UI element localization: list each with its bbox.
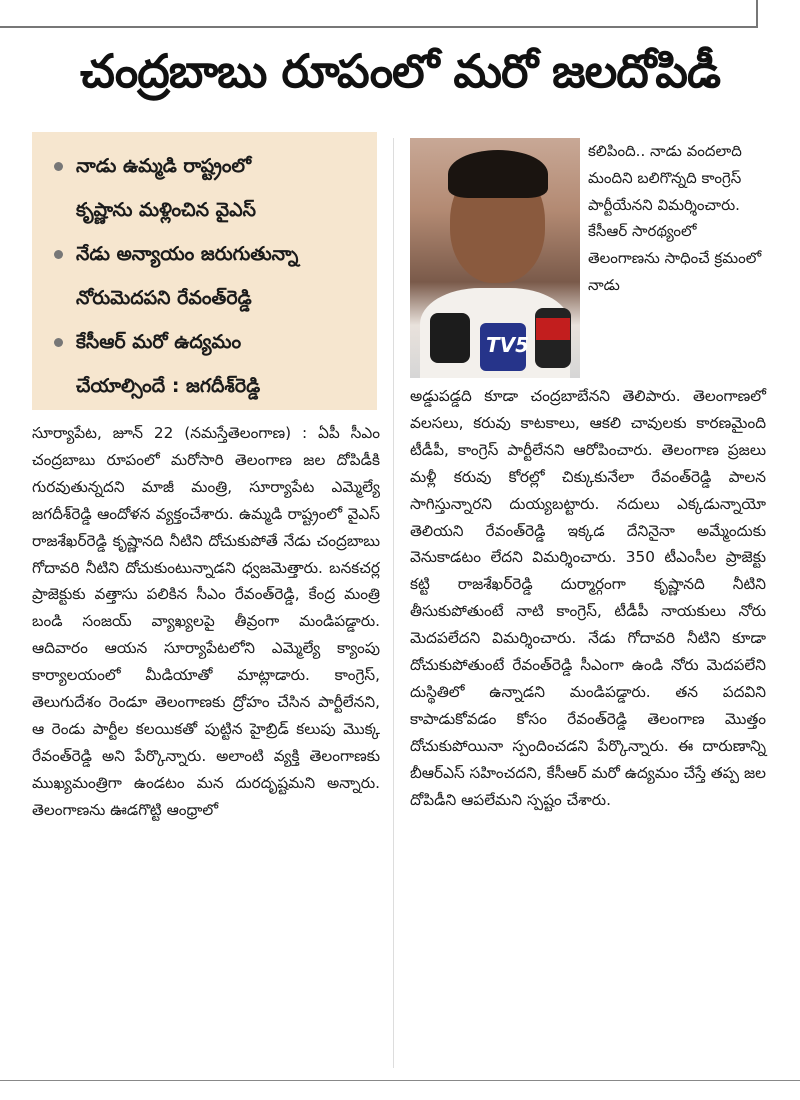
bottom-border: [0, 1080, 800, 1081]
highlights-list: [54, 144, 367, 408]
highlight-item: కేసీఆర్ మరో ఉద్యమం: [54, 320, 367, 364]
highlight-item: చేయాల్సిందే : జగదీశ్‌రెడ్డి: [76, 375, 261, 397]
photo-hair: [448, 150, 548, 198]
top-border: [0, 0, 758, 28]
speaker-photo: [410, 138, 580, 378]
highlight-item: నోరుమెదపని రేవంత్‌రెడ్డి: [76, 287, 252, 309]
highlight-item: నాడు ఉమ్మడి రాష్ట్రంలో: [54, 144, 367, 188]
highlight-item: కృష్ణాను మళ్లించిన వైఎస్: [76, 199, 257, 221]
article-column-right: అడ్డుపడ్డది కూడా చంద్రబాబేనని తెలిపారు. తెలంగాణలో వలసలు, కరువు కాటకాలు, ఆకలి చావులకు కారణమైంది టీడీపీ, కాంగ్రెస్ పార్టీలేనని ఆరోపించారు. తెలంగాణ ప్రజలు మళ్లీ కరువు కోరల్లో చిక్కుకునేలా రేవంత్‌రెడ్డి పాలన సాగిస్తున్నారని దుయ్యబట్టారు. నదులు ఎక్కడున్నాయో తెలియని రేవంత్‌రెడ్డి ఇక్కడ దేనినైనా అమ్మేందుకు వెనుకాడటం లేదని విమర్శించారు. 350 టీఎంసీల ప్రాజెక్టు కట్టి రాజశేఖర్‌రెడ్డి దుర్మార్గంగా కృష్ణానది నీటిని తీసుకుపోతుంటే నాటి కాంగ్రెస్, టీడీపీ నాయకులు నోరు మెదపలేదని విమర్శించారు. నేడు గోదావరి నీటిని కూడా దోచుకుపోతుంటే రేవంత్‌రెడ్డి సీఎంగా ఉండి నోరు మెదపలేని దుస్థితిలో ఉన్నాడని మండిపడ్డారు. తన పదవిని కాపాడుకోవడం కోసం రేవంత్‌రెడ్డి తెలంగాణ మొత్తం దోచుకుపోయినా స్పందించడని పేర్కొన్నారు. ఈ దారుణాన్ని బీఆర్ఎస్ సహించదని, కేసీఆర్ మరో ఉద్యమం చేస్తే తప్ప జల దోపిడీని ఆపలేమని స్పష్టం చేశారు.: [410, 387, 766, 809]
highlights-box: [32, 132, 377, 410]
bullet-icon: [54, 162, 63, 171]
mic-flag: [536, 318, 570, 340]
bullet-icon: [54, 338, 63, 347]
microphone-icon: [430, 313, 470, 363]
article-column-left: సూర్యాపేట, జూన్ 22 (నమస్తేతెలంగాణ) : ఏపీ సీఎం చంద్రబాబు రూపంలో మరోసారి తెలంగాణ జల దోపిడీకి గురవుతున్నదని మాజీ మంత్రి, సూర్యాపేట ఎమ్మెల్యే జగదీశ్‌రెడ్డి ఆందోళన వ్యక్తంచేశారు. ఉమ్మడి రాష్ట్రంలో వైఎస్ రాజశేఖర్‌రెడ్డి కృష్ణానది నీటిని దోచుకుపోతే నేడు చంద్రబాబు గోదావరి నీటిని దోచుకుంటున్నాడని ధ్వజమెత్తారు. బనకచర్ల ప్రాజెక్టుకు వత్తాసు పలికిన సీఎం రేవంత్‌రెడ్డి, కేంద్ర మంత్రి బండి సంజయ్ వ్యాఖ్యలపై తీవ్రంగా మండిపడ్డారు. ఆదివారం ఆయన సూర్యాపేటలోని ఎమ్మెల్యే క్యాంపు కార్యాలయంలో మీడియాతో మాట్లాడారు. కాంగ్రెస్, తెలుగుదేశం రెండూ తెలంగాణకు ద్రోహం చేసిన పార్టీలేనని, ఆ రెండు పార్టీల కలయికతో పుట్టిన హైబ్రిడ్ కలుపు మొక్క రేవంత్‌రెడ్డి అని పేర్కొన్నారు. అలాంటి వ్యక్తి తెలంగాణకు ముఖ్యమంత్రిగా ఉండటం మన దురదృష్టమని అన్నారు. తెలంగాణను ఊడగొట్టి ఆంధ్రాలో: [32, 424, 380, 819]
photo-side-text: కలిపింది.. నాడు వందలాది మందిని బలిగొన్నది కాంగ్రెస్ పార్టీయేనని విమర్శించారు. కేసీఆర్ సారథ్యంలో తెలంగాణను సాధించే క్రమంలో నాడు: [588, 142, 762, 294]
column-divider: [393, 138, 394, 1068]
bullet-icon: [54, 250, 63, 259]
mic-logo-label: TV5: [486, 333, 530, 357]
headline: చంద్రబాబు రూపంలో మరో జలదోపిడీ: [79, 44, 721, 98]
highlight-item: నేడు అన్యాయం జరుగుతున్నా: [54, 232, 367, 276]
